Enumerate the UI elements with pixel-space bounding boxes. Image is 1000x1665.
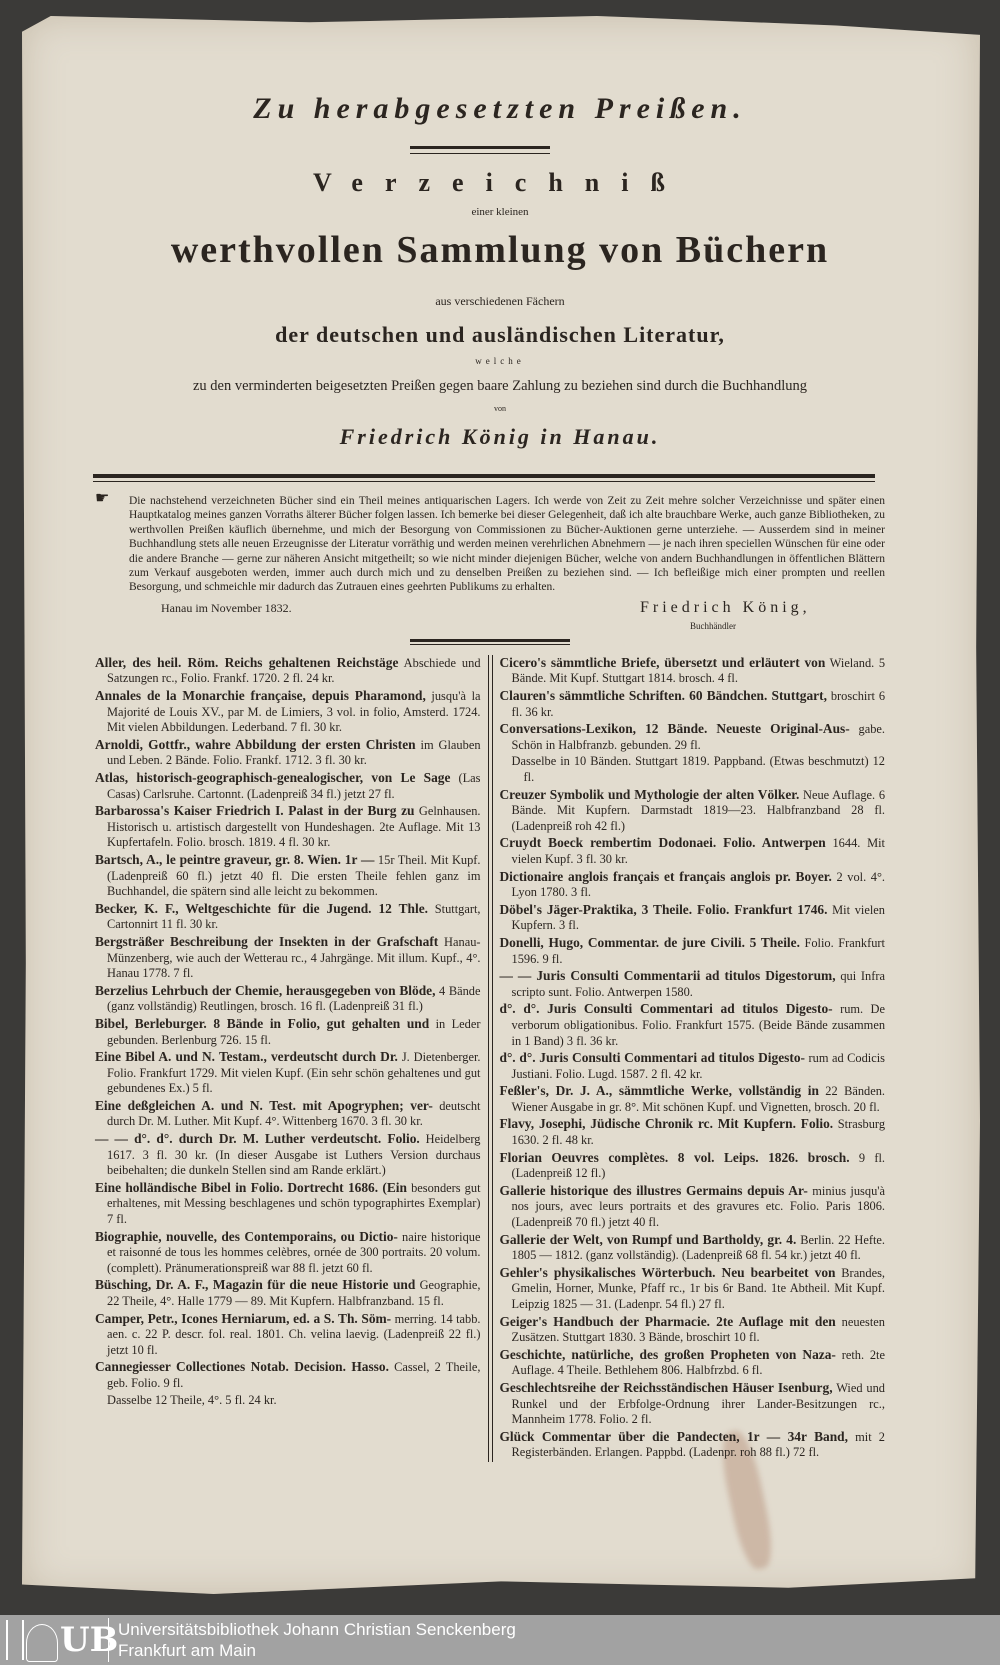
catalog-entry — [95, 852, 481, 900]
catalog-entry — [500, 935, 886, 967]
catalog-entry — [500, 688, 886, 720]
entry-details: Wied und Runkel und der Erbfolge-Ordnung ihrer Lander-Besitzungen rc., Mannheim 1778. Folio. 2 fl. — [511, 1380, 886, 1427]
entry-title: Donelli, Hugo, Commentar. de jure Civili. 5 Theile. — [499, 934, 800, 950]
header-line-3: einer kleinen — [471, 206, 529, 218]
catalog-entry — [500, 1183, 886, 1231]
entry-details: 15r Theil. Mit Kupf. (Ladenpreiß 60 fl.) jetzt 40 fl. Die ersten Theile fehlen ganz im Buchhandel, die spätern sind alle leicht zu bekommen. — [107, 852, 481, 899]
intro-text: Die nachstehend verzeichneten Bücher sind ein Theil meines antiquarischen Lagers. Ich werde von Zeit zu Zeit mehre solcher Verzeichnisse und später einen Hauptkatalog meines ganzen Vorraths älterer Bücher folgen lassen. Ich bemerke bei dieser Gelegenheit, daß ich alte brauchbare Werke, auch ganze Bibliotheken, zu werthvollen Preißen käuflich übernehme, und mich der Besorgung von Commissionen zu Bücher-Auktionen gerne unterziehe. — Ausserdem sind in meiner Buchhandlung stets alle neuen Erzeugnisse der Literatur vorräthig und werden meinen verehrlichen Abnehmern — je nach ihren speciellen Wünschen für eine oder die andere Branche — gerne zur näheren Ansicht mitgetheilt; so wie nicht minder diejenigen Bücher, welche von andern Buchhandlungen in öffentlichen Blättern zum Verkauf ausgeboten werden, immer auch durch mich und zu denselben Preißen zu beziehen sind. — Ich befleißige mich einer prompten und reellen Besorgung, und schmeichle mir dadurch das Zutrauen eines geehrten Publikums zu erhalten. — [129, 495, 885, 594]
header-line-7: welche — [475, 356, 525, 366]
publisher-line: Friedrich König in Hanau. — [339, 424, 661, 449]
entry-title: — — Juris Consulti Commentarii ad titulos Digestorum, — [499, 968, 836, 984]
entry-title: Eine deßgleichen A. und N. Test. mit Apogryphen; ver- — [95, 1097, 433, 1113]
signature: Friedrich König, — [640, 598, 811, 616]
document-title: werthvollen Sammlung von Büchern — [170, 229, 830, 271]
header-line-6: der deutschen und ausländischen Literatur, — [275, 322, 725, 347]
catalog-entry — [95, 1311, 481, 1359]
catalog-entry — [500, 1232, 886, 1264]
catalog-entry — [500, 1001, 886, 1049]
entry-details: Dasselbe in 10 Bänden. Stuttgart 1819. Pappband. (Etwas beschmutzt) 12 fl. — [511, 754, 886, 784]
catalog-entry — [95, 901, 481, 933]
divider-rule-middle — [410, 639, 570, 645]
entry-title: Flavy, Josephi, Jüdische Chronik rc. Mit Kupfern. Folio. — [499, 1116, 834, 1132]
catalog-entry — [95, 1229, 481, 1277]
entry-title: Dictionaire anglois français et français anglois pr. Boyer. — [499, 868, 832, 884]
header-line-2: Verzeichniß — [313, 168, 687, 197]
entry-title: Cruydt Boeck rembertim Dodonaei. Folio. Antwerpen — [499, 835, 826, 851]
signature-row — [95, 599, 885, 637]
catalog-entry — [500, 787, 886, 835]
entry-details: gabe. Schön in Halbfranzb. gebunden. 29 fl. — [511, 722, 886, 752]
entry-details: Hanau-Münzenberg, wie auch der Wetterau rc., 4 Jahrgänge. Mit illum. Kupf., 4°. Hanau 1778. 7 fl. — [107, 934, 481, 981]
column-divider — [488, 655, 493, 1462]
entry-title: Clauren's sämmtliche Schriften. 60 Bändchen. Stuttgart, — [499, 688, 827, 704]
entry-title: Arnoldi, Gottfr., wahre Abbildung der ersten Christen — [95, 736, 416, 752]
institution-city: Frankfurt am Main — [118, 1641, 256, 1660]
entry-details: deutscht durch Dr. M. Luther. Mit Kupf. 4°. Wittenberg 1670. 3 fl. 30 kr. — [107, 1098, 481, 1129]
intro-paragraph — [95, 490, 885, 595]
catalog-entry — [500, 1150, 886, 1182]
entry-details: reth. 2te Auflage. 4 Theile. Bethlehem 806. Halbfrzbd. 6 fl. — [511, 1347, 885, 1378]
catalog-entry — [500, 1083, 886, 1115]
catalog-entry — [500, 1380, 886, 1428]
catalog-entry — [95, 803, 481, 851]
entry-title: Aller, des heil. Röm. Reichs gehaltenen Reichstäge — [95, 654, 399, 670]
entry-details: Stuttgart, Cartonnirt 11 fl. 30 kr. — [107, 901, 481, 932]
catalog-entry — [95, 737, 481, 769]
entry-title: Eine Bibel A. und N. Testam., verdeutscht durch Dr. — [95, 1049, 398, 1065]
entry-title: Florian Oeuvres complètes. 8 vol. Leips. 1826. brosch. — [499, 1149, 850, 1165]
catalog-entry — [500, 721, 886, 753]
library-footer — [0, 1615, 1000, 1665]
catalog-column-left — [95, 655, 481, 1462]
entry-details: minius jusqu'à nos jours, avec leurs portraits et des gravures etc. Folio. Paris 1806. (Ladenpreiß 70 fl.) jetzt 40 fl. — [511, 1183, 886, 1230]
entry-details: merring. 14 tabb. aen. c. 22 P. descr. fol. real. 1801. Ch. velina laevig. (Ladenpreiß 22 fl.) jetzt 10 fl. — [107, 1311, 481, 1357]
header-line-5: aus verschiedenen Fächern — [435, 294, 565, 308]
entry-details: rum ad Codicis Justiani. Folio. Lugd. 1587. 2 fl. 42 kr. — [511, 1051, 886, 1081]
pointing-hand-icon: ☛ — [95, 490, 110, 507]
entry-title: Bartsch, A., le peintre graveur, gr. 8. Wien. 1r — — [95, 851, 375, 867]
catalog-entry — [95, 770, 481, 802]
entry-details: Abschiede und Satzungen rc., Folio. Frankf. 1720. 2 fl. 24 kr. — [107, 655, 481, 686]
entry-title: Barbarossa's Kaiser Friedrich I. Palast in der Burg zu — [95, 803, 415, 819]
entry-details: Dasselbe 12 Theile, 4°. 5 fl. 24 kr. — [107, 1392, 277, 1407]
header-line-1: Zu herabgesetzten Preißen. — [253, 92, 747, 125]
entry-title: Atlas, historisch-geographisch-genealogischer, von Le Sage — [95, 770, 451, 785]
entry-title: Gehler's physikalisches Wörterbuch. Neu bearbeitet von — [499, 1264, 836, 1280]
library-logo — [4, 1618, 119, 1662]
entry-title: — — d°. d°. durch Dr. M. Luther verdeutscht. Folio. — [95, 1131, 420, 1147]
logo-lines-icon — [6, 1620, 24, 1660]
entry-details: 1644. Mit vielen Kupf. 3 fl. 30 kr. — [511, 836, 885, 866]
entry-details: Mit vielen Kupfern. 3 fl. — [511, 902, 886, 933]
divider-rule — [410, 146, 550, 154]
logo-portrait-icon — [26, 1624, 58, 1662]
signature-role: Buchhändler — [690, 620, 736, 631]
entry-title: Bibel, Berleburger. 8 Bände in Folio, gut gehalten und — [95, 1015, 430, 1031]
entry-title: Geschlechtsreihe der Reichsständischen Häuser Isenburg, — [499, 1379, 833, 1395]
catalog-entry — [95, 983, 481, 1015]
catalog-entry — [95, 1016, 481, 1048]
entry-title: Conversations-Lexikon, 12 Bände. Neueste Original-Aus- — [499, 721, 850, 737]
catalog-columns — [95, 655, 885, 1462]
entry-details: broschirt 6 fl. 36 kr. — [511, 689, 886, 719]
catalog-entry — [95, 688, 481, 736]
entry-title: Becker, K. F., Weltgeschichte für die Jugend. 12 Thle. — [95, 900, 428, 916]
catalog-entry — [500, 655, 886, 687]
entry-title: Creuzer Symbolik und Mythologie der alten Völker. — [499, 786, 800, 802]
entry-title: Feßler's, Dr. J. A., sämmtliche Werke, vollständig in — [499, 1083, 819, 1099]
entry-title: Geschichte, natürliche, des großen Propheten von Naza- — [499, 1346, 836, 1362]
entry-title: Glück Commentar über die Pandecten, 1r — 34r Band, — [499, 1428, 848, 1444]
entry-details: Folio. Frankfurt 1596. 9 fl. — [511, 935, 885, 966]
entry-details: besonders gut erhaltenes, mit Messing beschlagenes und schön typographirtes Exemplar) 7 fl. — [107, 1180, 481, 1227]
document-body — [95, 490, 886, 1462]
catalog-entry — [500, 1347, 886, 1379]
entry-title: Büsching, Dr. A. F., Magazin für die neue Historie und — [95, 1277, 416, 1293]
entry-details: in Leder gebunden. Berlenburg 726. 15 fl. — [107, 1016, 481, 1047]
header-line-9: von — [494, 404, 506, 413]
entry-details: (Las Casas) Carlsruhe. Cartonnt. (Ladenpreiß 34 fl.) jetzt 27 fl. — [107, 771, 481, 801]
entry-title: Cicero's sämmtliche Briefe, übersetzt und erläutert von — [499, 654, 826, 670]
catalog-entry — [95, 1049, 481, 1097]
entry-details: 9 fl. (Ladenpreiß 12 fl.) — [511, 1150, 886, 1181]
entry-details: Heidelberg 1617. 3 fl. 30 kr. (In dieser Ausgabe ist Luthers Version durchaus beibehalten; die dunkeln Stellen sind am Rande erklärt.) — [107, 1132, 481, 1178]
catalog-entry — [500, 1429, 886, 1461]
entry-title: Annales de la Monarchie française, depuis Pharamond, — [95, 688, 426, 704]
institution-name: Universitätsbibliothek Johann Christian Senckenberg — [118, 1620, 516, 1639]
entry-details: Gelnhausen. Historisch u. artistisch dargestellt von Hundeshagen. 2te Auflage. Mit 13 Kupfertafeln. Folio. brosch. 1819. 4 fl. 30 kr. — [107, 804, 481, 850]
entry-details: Berlin. 22 Hefte. 1805 — 1812. (ganz vollständig). (Ladenpreiß 68 fl. 54 kr.) jetzt 40 fl. — [511, 1232, 886, 1263]
catalog-entry — [95, 1131, 481, 1179]
entry-title: Döbel's Jäger-Praktika, 3 Theile. Folio. Frankfurt 1746. — [499, 901, 828, 917]
catalog-entry — [95, 1359, 481, 1391]
entry-details: 2 vol. 4°. Lyon 1780. 3 fl. — [511, 869, 886, 900]
entry-details: Strasburg 1630. 2 fl. 48 kr. — [511, 1117, 886, 1148]
catalog-entry — [500, 968, 886, 1000]
catalog-entry — [500, 902, 886, 934]
place-date: Hanau im November 1832. — [161, 600, 292, 615]
catalog-entry — [500, 869, 886, 901]
divider-rule-long — [93, 474, 875, 482]
catalog-entry — [95, 1393, 481, 1409]
entry-details: 4 Bände (ganz vollständig) Reutlingen, brosch. 16 fl. (Ladenpreiß 31 fl.) — [107, 983, 481, 1014]
entry-title: Gallerie historique des illustres Germains depuis Ar- — [499, 1182, 808, 1198]
catalog-entry — [500, 835, 886, 867]
header-line-8: zu den verminderten beigesetzten Preißen gegen baare Zahlung zu beziehen sind durch die Buchhandlung — [192, 378, 807, 394]
entry-details: neuesten Zusätzen. Stuttgart 1830. 3 Bände, broschirt 10 fl. — [511, 1314, 885, 1345]
entry-details: qui Infra scripto sunt. Folio. Antwerpen 1580. — [511, 969, 886, 999]
catalog-entry — [95, 934, 481, 982]
entry-title: Cannegiesser Collectiones Notab. Decision. Hasso. — [95, 1359, 389, 1375]
catalog-entry — [500, 754, 886, 785]
entry-details: rum. De verborum obligationibus. Folio. Frankfurt 1575. (Beide Bände zusammen in 1 Band) 3 fl. 36 kr. — [511, 1002, 886, 1048]
entry-details: jusqu'à la Majorité de Louis XV., par M. de Limiers, 3 vol. in folio, Amsterd. 1724. Mit vielen Abbildungen. Lederband. 7 fl. 30 kr. — [107, 689, 481, 735]
entry-title: d°. d°. Juris Consulti Commentari ad titulos Digesto- — [499, 1001, 833, 1017]
entry-title: Berzelius Lehrbuch der Chemie, herausgegeben von Blöde, — [95, 982, 436, 998]
catalog-entry — [95, 1098, 481, 1130]
catalog-entry — [500, 1265, 886, 1313]
entry-details: Geographie, 22 Theile, 4°. Halle 1779 — 89. Mit Kupfern. Halbfranzband. 15 fl. — [107, 1278, 481, 1308]
entry-details: Wieland. 5 Bände. Mit Kupf. Stuttgart 1814. brosch. 4 fl. — [511, 655, 886, 686]
entry-details: J. Dietenberger. Folio. Frankfurt 1729. Mit vielen Kupf. (Ein sehr schön gehaltenes und gut gebundenes Ex.) 5 fl. — [107, 1050, 481, 1096]
entry-title: d°. d°. Juris Consulti Commentari ad titulos Digesto- — [499, 1050, 805, 1066]
catalog-entry — [95, 655, 481, 687]
entry-title: Biographie, nouvelle, des Contemporains, ou Dictio- — [95, 1228, 398, 1244]
entry-details: 22 Bänden. Wiener Ausgabe in gr. 8°. Mit schönen Kupf. und Vignetten, brosch. 20 fl. — [511, 1084, 886, 1114]
catalog-column-right — [500, 655, 886, 1462]
entry-title: Camper, Petr., Icones Herniarum, ed. a S. Th. Söm- — [95, 1310, 392, 1326]
entry-title: Geiger's Handbuch der Pharmacie. 2te Auflage mit den — [499, 1313, 836, 1329]
entry-details: Neue Auflage. 6 Bände. Mit Kupfern. Darmstadt 1819—23. Halbfranzband 28 fl. (Ladenpreiß roh 42 fl.) — [511, 787, 886, 833]
entry-details: naire historique et raisonné de tous les hommes celèbres, ornée de 300 portraits. 20 volum. (complett). Pränumerationspreiß war 88 fl. jetzt 60 fl. — [107, 1229, 481, 1275]
catalog-entry — [95, 1277, 481, 1309]
entry-details: im Glauben und Leben. 2 Bände. Folio. Frankf. 1712. 3 fl. 30 kr. — [107, 737, 481, 768]
entry-title: Eine holländische Bibel in Folio. Dortrecht 1686. (Ein — [95, 1179, 407, 1195]
entry-details: Cassel, 2 Theile, geb. Folio. 9 fl. — [107, 1360, 481, 1390]
logo-text: UB — [60, 1620, 119, 1660]
entry-details: Brandes, Gmelin, Horner, Munke, Pfaff rc., 1r bis 6r Band. 1te Abtheil. Mit Kupf. Leipzig 1825 — 31. (Ladenpr. 54 fl.) 27 fl. — [511, 1265, 886, 1311]
catalog-entry — [500, 1116, 886, 1148]
entry-details: mit 2 Registerbänden. Erlangen. Pappbd. (Ladenpr. roh 88 fl.) 72 fl. — [511, 1429, 886, 1460]
entry-title: Bergsträßer Beschreibung der Insekten in der Grafschaft — [95, 933, 439, 949]
catalog-entry — [500, 1314, 886, 1346]
catalog-entry — [500, 1050, 886, 1082]
catalog-entry — [95, 1180, 481, 1228]
entry-title: Gallerie der Welt, von Rumpf und Bartholdy, gr. 4. — [499, 1231, 797, 1247]
